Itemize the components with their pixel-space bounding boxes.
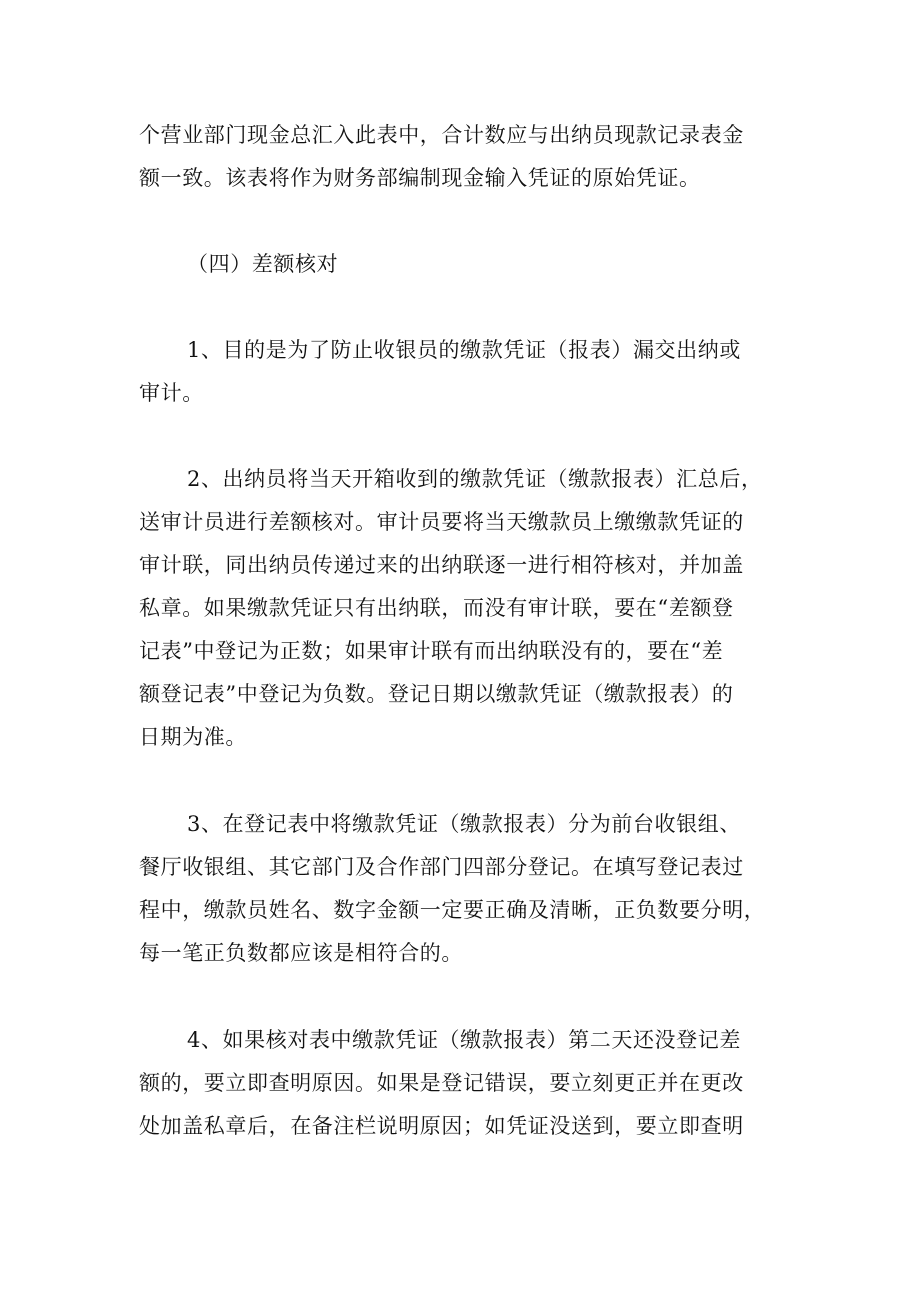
section-heading <box>139 243 799 286</box>
text-line: 3、在登记表中将缴款凭证（缴款报表）分为前台收银组、 <box>187 812 741 836</box>
text-line: 处加盖私章后，在备注栏说明原因；如凭证没送到，要立即查明 <box>139 1114 744 1138</box>
text-line: 1、目的是为了防止收银员的缴款凭证（报表）漏交出纳或 <box>187 338 741 362</box>
paragraph-item-1 <box>139 329 799 415</box>
paragraph-item-3 <box>139 803 799 975</box>
heading-text: （四）差额核对 <box>187 252 339 276</box>
text-line: 审计联，同出纳员传递过来的出纳联逐一进行相符核对，并加盖 <box>139 553 744 577</box>
text-line: 日期为准。 <box>139 725 247 749</box>
text-line: 额的，要立即查明原因。如果是登记错误，要立刻更正并在更改 <box>139 1071 744 1095</box>
paragraph-item-2 <box>139 458 799 759</box>
paragraph-continuation <box>139 114 799 200</box>
text-line: 每一笔正负数都应该是相符合的。 <box>139 941 463 965</box>
text-line: 送审计员进行差额核对。审计员要将当天缴款员上缴缴款凭证的 <box>139 510 744 534</box>
paragraph-item-4 <box>139 1019 799 1148</box>
text-line: 私章。如果缴款凭证只有出纳联，而没有审计联，要在“差额登 <box>139 596 734 620</box>
text-line: 个营业部门现金总汇入此表中，合计数应与出纳员现款记录表金 <box>139 123 744 147</box>
text-line: 额登记表”中登记为负数。登记日期以缴款凭证（缴款报表）的 <box>139 682 734 706</box>
text-line: 审计。 <box>139 381 204 405</box>
text-line: 餐厅收银组、其它部门及合作部门四部分登记。在填写登记表过 <box>139 855 744 879</box>
text-line: 额一致。该表将作为财务部编制现金输入凭证的原始凭证。 <box>139 166 701 190</box>
text-line: 2、出纳员将当天开箱收到的缴款凭证（缴款报表）汇总后， <box>187 467 763 491</box>
text-line: 记表”中登记为正数；如果审计联有而出纳联没有的，要在“差 <box>139 639 724 663</box>
text-line: 4、如果核对表中缴款凭证（缴款报表）第二天还没登记差 <box>187 1028 741 1052</box>
text-line: 程中，缴款员姓名、数字金额一定要正确及清晰，正负数要分明， <box>139 898 766 922</box>
